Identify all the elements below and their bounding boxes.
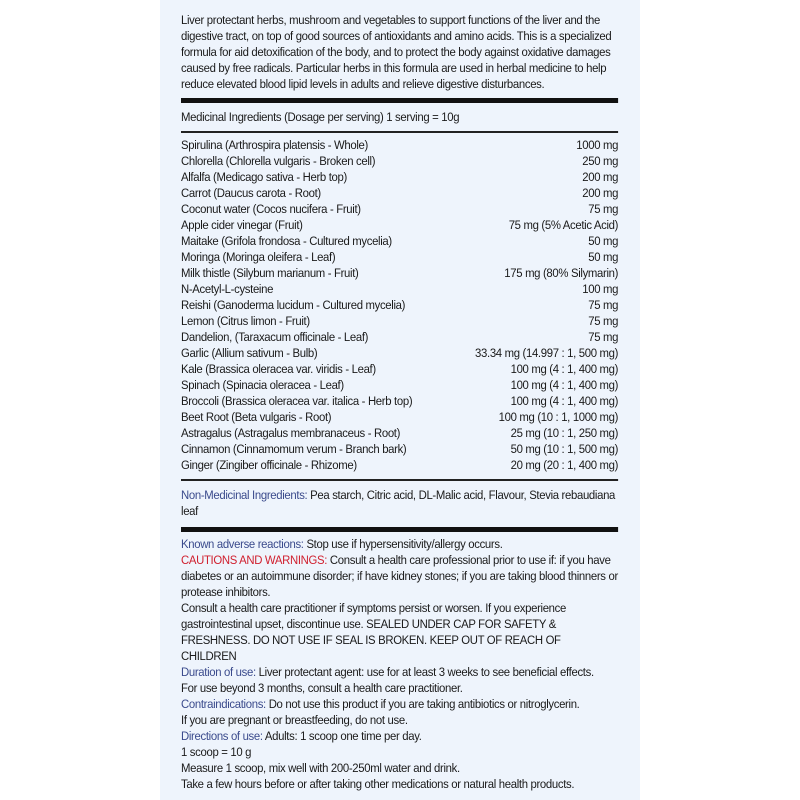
directions-of-use <box>181 728 618 744</box>
contraindications-text-2: If you are pregnant or breastfeeding, do not use. <box>181 713 408 727</box>
ingredient-row <box>181 345 618 361</box>
duration-text-2: For use beyond 3 months, consult a health care practitioner. <box>181 681 463 695</box>
ingredient-name: Cinnamon (Cinnamomum verum - Branch bark) <box>181 442 407 456</box>
label-content <box>181 12 618 792</box>
ingredient-amount: 75 mg (5% Acetic Acid) <box>508 218 619 232</box>
ingredient-amount: 100 mg (4 : 1, 400 mg) <box>510 394 619 408</box>
medicinal-ingredients-header: Medicinal Ingredients (Dosage per serving) 1 serving = 10g <box>181 110 460 124</box>
contraindications-label: Contraindications: <box>181 697 266 711</box>
ingredient-name: N-Acetyl-L-cysteine <box>181 282 274 296</box>
ingredient-row <box>181 201 618 217</box>
ingredient-name: Ginger (Zingiber officinale - Rhizome) <box>181 458 357 472</box>
ingredient-name: Alfalfa (Medicago sativa - Herb top) <box>181 170 347 184</box>
ingredient-name: Spinach (Spinacia oleracea - Leaf) <box>181 378 344 392</box>
ingredient-row <box>181 233 618 249</box>
ingredient-name: Carrot (Daucus carota - Root) <box>181 186 321 200</box>
duration-text: Liver protectant agent: use for at least 3 weeks to see beneficial effects. <box>255 665 594 679</box>
ingredient-name: Spirulina (Arthrospira platensis - Whole) <box>181 138 368 152</box>
ingredient-name: Apple cider vinegar (Fruit) <box>181 218 303 232</box>
ingredient-row <box>181 217 618 233</box>
directions-text-4: Take a few hours before or after taking other medications or natural health products. <box>181 777 575 791</box>
ingredient-amount: 50 mg (10 : 1, 500 mg) <box>510 442 619 456</box>
adverse-label: Known adverse reactions: <box>181 537 304 551</box>
ingredient-amount: 75 mg <box>588 314 619 328</box>
ingredient-row <box>181 185 618 201</box>
ingredient-amount: 25 mg (10 : 1, 250 mg) <box>510 426 619 440</box>
ingredient-amount: 200 mg <box>582 170 619 184</box>
directions-text-2: 1 scoop = 10 g <box>181 745 252 759</box>
ingredient-row <box>181 249 618 265</box>
ingredient-row <box>181 457 618 473</box>
ingredient-row <box>181 265 618 281</box>
ingredient-name: Maitake (Grifola frondosa - Cultured mycelia) <box>181 234 392 248</box>
product-label-panel <box>160 0 640 800</box>
ingredient-amount: 50 mg <box>588 250 619 264</box>
cautions-warnings <box>181 552 618 600</box>
warnings-section <box>181 532 618 792</box>
ingredient-amount: 100 mg (10 : 1, 1000 mg) <box>498 410 619 424</box>
ingredient-amount: 100 mg (4 : 1, 400 mg) <box>510 362 619 376</box>
ingredient-name: Beet Root (Beta vulgaris - Root) <box>181 410 332 424</box>
directions-text: Adults: 1 scoop one time per day. <box>262 729 422 743</box>
ingredient-row <box>181 329 618 345</box>
ingredient-name: Chlorella (Chlorella vulgaris - Broken cell) <box>181 154 376 168</box>
ingredient-amount: 20 mg (20 : 1, 400 mg) <box>510 458 619 472</box>
ingredient-name: Milk thistle (Silybum marianum - Fruit) <box>181 266 359 280</box>
ingredient-name: Dandelion, (Taraxacum officinale - Leaf) <box>181 330 369 344</box>
duration-of-use <box>181 664 618 680</box>
ingredient-row <box>181 377 618 393</box>
ingredient-row <box>181 153 618 169</box>
non-medicinal-label: Non-Medicinal Ingredients: <box>181 488 308 502</box>
ingredient-name: Coconut water (Cocos nucifera - Fruit) <box>181 202 361 216</box>
ingredient-amount: 75 mg <box>588 202 619 216</box>
cautions-text: Consult a health care professional prior to use if: if you have diabetes or an autoimmune disorder; if have kidney stones; if you are taking blood thinners or protease inhibitors. <box>181 553 618 599</box>
ingredient-name: Broccoli (Brassica oleracea var. italica - Herb top) <box>181 394 413 408</box>
ingredient-row <box>181 393 618 409</box>
ingredient-amount: 250 mg <box>582 154 619 168</box>
ingredient-amount: 200 mg <box>582 186 619 200</box>
consult-text: Consult a health care practitioner if symptoms persist or worsen. If you experience gastrointestinal upset, discontinue use. SEALED UNDER CAP FOR SAFETY & FRESHNESS. DO NOT USE IF SEAL IS BROKEN. KEEP OUT OF REACH OF CHILDREN <box>181 601 566 663</box>
ingredient-row <box>181 441 618 457</box>
ingredient-row <box>181 137 618 153</box>
directions-label: Directions of use: <box>181 729 263 743</box>
ingredient-amount: 1000 mg <box>576 138 619 152</box>
ingredient-row <box>181 313 618 329</box>
ingredient-row <box>181 281 618 297</box>
ingredient-name: Astragalus (Astragalus membranaceus - Root) <box>181 426 401 440</box>
ingredient-name: Lemon (Citrus limon - Fruit) <box>181 314 310 328</box>
ingredient-amount: 33.34 mg (14.997 : 1, 500 mg) <box>475 346 619 360</box>
adverse-text: Stop use if hypersensitivity/allergy occurs. <box>303 537 503 551</box>
adverse-reactions <box>181 536 618 552</box>
cautions-label: CAUTIONS AND WARNINGS: <box>181 553 328 567</box>
ingredient-name: Kale (Brassica oleracea var. viridis - Leaf) <box>181 362 376 376</box>
ingredient-row <box>181 361 618 377</box>
contraindications <box>181 696 618 712</box>
ingredient-row <box>181 169 618 185</box>
ingredient-name: Garlic (Allium sativum - Bulb) <box>181 346 318 360</box>
ingredient-row <box>181 425 618 441</box>
ingredient-row <box>181 297 618 313</box>
ingredient-amount: 100 mg (4 : 1, 400 mg) <box>510 378 619 392</box>
ingredient-amount: 100 mg <box>582 282 619 296</box>
ingredient-amount: 75 mg <box>588 298 619 312</box>
ingredient-amount: 50 mg <box>588 234 619 248</box>
non-medicinal-ingredients <box>181 481 618 527</box>
directions-text-3: Measure 1 scoop, mix well with 200-250ml water and drink. <box>181 761 460 775</box>
contraindications-text: Do not use this product if you are taking antibiotics or nitroglycerin. <box>265 697 580 711</box>
intro-section <box>181 12 618 92</box>
ingredient-name: Reishi (Ganoderma lucidum - Cultured mycelia) <box>181 298 406 312</box>
duration-label: Duration of use: <box>181 665 256 679</box>
non-medicinal-text: Pea starch, Citric acid, DL-Malic acid, Flavour, Stevia rebaudiana leaf <box>181 488 616 518</box>
ingredient-amount: 75 mg <box>588 330 619 344</box>
ingredient-list <box>181 133 618 473</box>
ingredient-amount: 175 mg (80% Silymarin) <box>504 266 619 280</box>
intro-text: Liver protectant herbs, mushroom and vegetables to support functions of the liver and the digestive tract, on top of good sources of antioxidants and amino acids. This is a specialized formula for aid detoxification of the body, and to protect the body against oxidative damages caused by free radicals. Particular herbs in this formula are used in herbal medicine to help reduce elevated blood lipid levels in adults and relieve digestive disturbances. <box>181 13 612 91</box>
ingredient-row <box>181 409 618 425</box>
ingredient-name: Moringa (Moringa oleifera - Leaf) <box>181 250 336 264</box>
